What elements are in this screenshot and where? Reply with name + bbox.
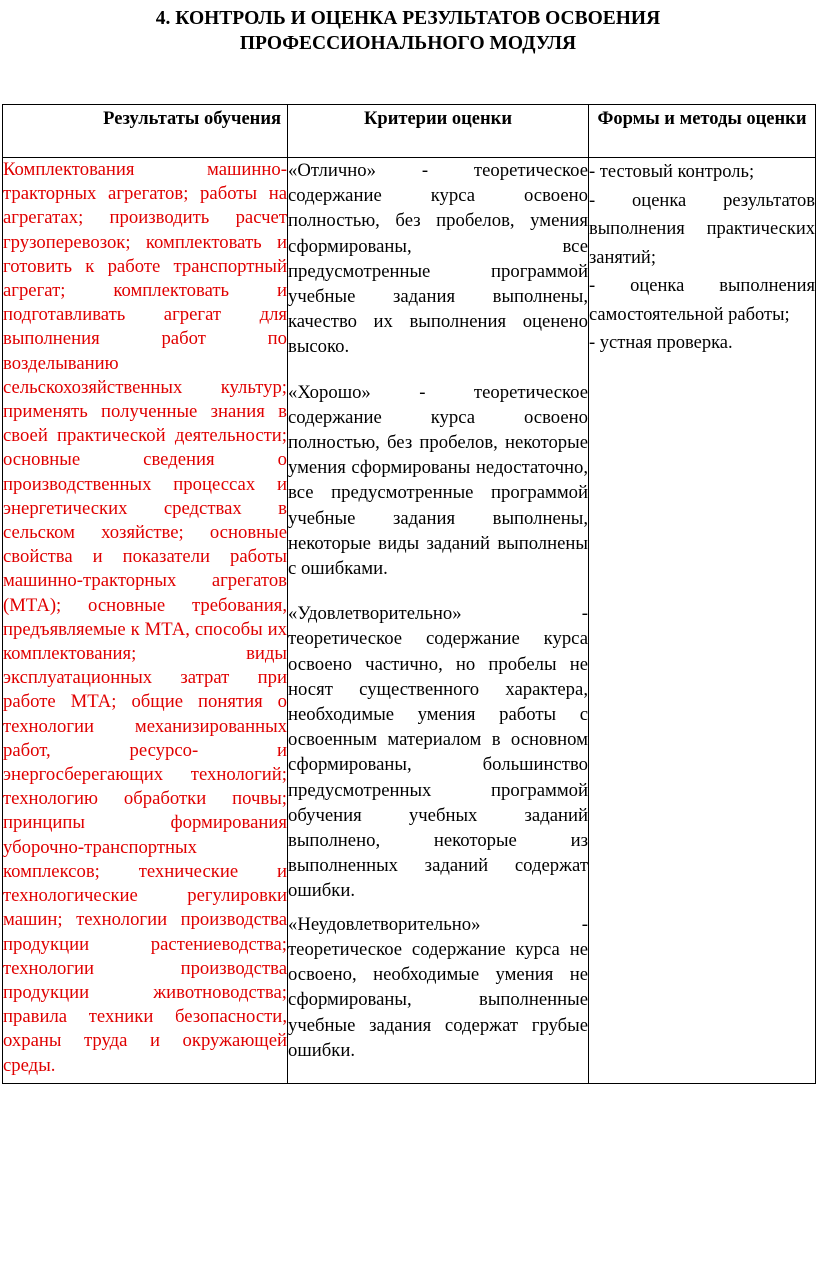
form-item-oral: - устная проверка. [589, 333, 733, 353]
forms-cell [589, 158, 816, 1084]
header-results: Результаты обучения [3, 105, 288, 158]
criterion-satisfactory: «Удовлетворительно» - теоретическое содержание курса освоено частично, но пробелы не носят существенного характера, необходимые умения работы с освоенным материалом в основном сформированы, большинство предусмотренных программой обучения учебных заданий выполнено, некоторые из выполненных заданий содержат ошибки. [288, 603, 588, 902]
criterion-good: «Хорошо» - теоретическое содержание курса освоено полностью, без пробелов, некоторые умения сформированы недостаточно, все предусмотренные программой учебные задания выполнены, некоторые виды заданий выполнены с ошибками. [288, 381, 588, 580]
table-header-row [3, 105, 816, 158]
criteria-cell [288, 158, 589, 1084]
form-item-test: - тестовый контроль; [589, 162, 755, 182]
learning-results-cell: Комплектования машинно-тракторных агрегатов; работы на агрегатах; производить расчет грузоперевозок; комплектовать и готовить к работе транспортный агрегат; комплектовать и подготавливать агрегат для выполнения работ по возделыванию сельскохозяйственных культур; применять полученные знания в своей практической деятельности; основные сведения о производственных процессах и энергетических средствах в сельском хозяйстве; основные свойства и показатели работы машинно-тракторных агрегатов (МТА); основные требования, предъявляемые к МТА, способы их комплектования; виды эксплуатационных затрат при работе МТА; общие понятия о технологии механизированных работ, ресурсо- и энергосберегающих технологий; технологию обработки почвы; принципы формирования уборочно-транспортных комплексов; технические и технологические регулировки машин; технологии производства продукции растениеводства; технологии производства продукции животноводства; правила техники безопасности, охраны труда и окружающей среды. [3, 158, 288, 1084]
heading-line-2: ПРОФЕССИОНАЛЬНОГО МОДУЛЯ [239, 33, 577, 54]
table-row [3, 158, 816, 1084]
form-item-independent: - оценка выполнения самостоятельной работы; [589, 276, 815, 325]
header-forms: Формы и методы оценки [589, 105, 816, 158]
header-criteria: Критерии оценки [288, 105, 589, 158]
assessment-table [2, 104, 816, 1084]
form-item-practical: - оценка результатов выполнения практических занятий; [589, 190, 815, 268]
section-heading [40, 6, 776, 56]
heading-line-1: 4. КОНТРОЛЬ И ОЦЕНКА РЕЗУЛЬТАТОВ ОСВОЕНИЯ [155, 8, 661, 29]
criterion-unsatisfactory: «Неудовлетворительно» - теоретическое содержание курса не освоено, необходимые умения не сформированы, выполненные учебные задания содержат грубые ошибки. [288, 913, 588, 1061]
criterion-excellent: «Отлично» - теоретическое содержание курса освоено полностью, без пробелов, умения сформированы, все предусмотренные программой учебные задания выполнены, качество их выполнения оценено высоко. [288, 160, 588, 358]
